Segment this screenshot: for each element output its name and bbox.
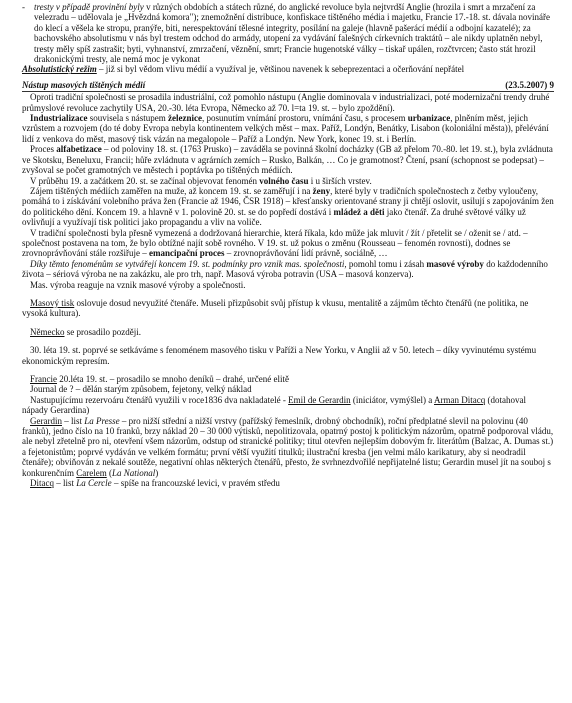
text-span: souvisela s nástupem bbox=[87, 113, 168, 124]
spacer bbox=[22, 319, 554, 327]
text-span: (iniciátor, vymýšlel) a bbox=[350, 394, 435, 405]
paragraph-mass-society bbox=[22, 259, 554, 280]
text-span: i u širších vrstev. bbox=[308, 175, 372, 186]
paragraph-mass-production-note: Mas. výroba reaguje na vznik masové výroby a společnosti. bbox=[30, 279, 246, 290]
term-youth-children: mládež a děti bbox=[333, 206, 385, 217]
term-alphabetization: alfabetizace bbox=[56, 144, 102, 155]
spacer bbox=[22, 337, 554, 345]
title-la-presse: La Presse bbox=[84, 415, 120, 426]
person-carel: Carelem bbox=[76, 467, 107, 478]
paragraph-la-cercle bbox=[22, 478, 554, 488]
spacer bbox=[22, 290, 554, 298]
text-span: do každodenního života – sériová výroba ne na zakázku, ale pro trh, např. Masová výroba potravin (USA – masová konzerva). bbox=[22, 258, 548, 280]
paragraph-france bbox=[22, 374, 554, 384]
text-span: 20.léta 19. st. – prosadilo se mnoho deníků – drahé, určené elitě bbox=[57, 374, 289, 384]
term-urbanization: urbanizace bbox=[407, 113, 451, 124]
text-span: Proces bbox=[30, 144, 57, 155]
text-span: – list bbox=[61, 415, 85, 426]
term-railway: železnice bbox=[168, 113, 202, 124]
term-women: ženy bbox=[312, 185, 331, 196]
paragraph-hierarchy bbox=[22, 228, 554, 259]
text-span: , plněním měst, jejich vzrůstem a rozvojem (do té doby Evropa nebyla kontinentem velkých měst – max. Paříž, Londýn, Benátky, Lisabon (koloniální města)), přelévání lidí z venkova do měst, masový tisk vázán na megalopole – Paříž a Londýn. New York, konec 19. st. i Berlín. bbox=[22, 113, 549, 144]
paragraph-1830s: 30. léta 19. st. poprvé se setkáváme s fenoménem masového tisku v Paříži a New Yorku, v Anglii až v 50. letech – díky vyvinutému systému ekonomickým represím. bbox=[22, 345, 537, 366]
text-span: jako čtenář. Za druhé světové války už ovlivňují a využívají tisk politici jako propagandu a vliv na voliče. bbox=[22, 206, 526, 228]
section-heading bbox=[22, 80, 554, 92]
text-span: pomohl tomu i zásah bbox=[346, 258, 427, 269]
person-ditacq: Arman Ditacq bbox=[434, 394, 486, 405]
absolutism-paragraph bbox=[22, 64, 554, 74]
term-ditacq: Ditacq bbox=[30, 478, 54, 489]
paragraph-free-time bbox=[22, 176, 554, 186]
paragraph-mass-press bbox=[22, 298, 554, 319]
term-germany: Německo bbox=[30, 326, 65, 337]
paragraph-industrial: Oproti tradiční společnosti se prosadila industriální, což pomohlo nástupu (Anglie dominovala v industrializaci, poté modernizační trendy druhé průmyslové revoluce zachytily USA, 20.-30. léta Evropa, Německo až 70. l=ta 19. st. – bylo zpoždění). bbox=[22, 92, 550, 113]
term-mass-production: masové výroby bbox=[426, 258, 484, 269]
spacer bbox=[22, 366, 554, 374]
text-span: Zájem tištěných médiích zaměřen na muže, až koncem 19. st. se zaměřují i na bbox=[30, 185, 313, 196]
term-france: Francie bbox=[30, 374, 57, 384]
text-span: V tradiční společnosti byla přesně vymezená a dodržovaná hierarchie, která říkala, kdo může jak mluvit / žít / přetelit se / oženit se / atd. – společnost postavena na tom, že bylo obtížné najít sobě rovného. V 19. st. už pokus o změnu (Rousseau – fenomén rovnosti), dodnes se zrovnoprávňování stále rozšiřuje – bbox=[22, 227, 528, 259]
paragraph-industrialization bbox=[22, 113, 554, 144]
italic-phrase: Díky těmto fenoménům se vytvářejí koncem 19. st. podmínky pro vznik mas. společnosti, bbox=[30, 258, 347, 269]
term-industrialization: Industrializace bbox=[30, 113, 88, 124]
absolutism-text: – již si byl vědom vlivu médií a využíval je, většinou navenek k sebeprezentaci a očerňování nepřátel bbox=[96, 64, 465, 75]
text-span: V průběhu 19. a začátkem 20. st. se začínal objevovat fenomén bbox=[30, 175, 260, 186]
text-span: se prosadilo později. bbox=[64, 326, 141, 337]
section-date: (23.5.2007) 9 bbox=[505, 79, 554, 90]
paragraph-journal: Journal de ? – dělán starým způsobem, fejetony, velký náklad bbox=[30, 384, 252, 395]
lead-phrase: tresty v případě provinění byly bbox=[34, 2, 144, 12]
text-span: ( bbox=[106, 467, 112, 478]
title-la-national: La National bbox=[112, 467, 156, 478]
paragraph-la-presse bbox=[22, 416, 554, 478]
text-span: oslovuje dosud nevyužité čtenáře. Museli přizpůsobit svůj přístup k vkusu, mentalitě a zájmům těchto čtenářů (ne politika, ne vysoká kultura). bbox=[22, 297, 529, 319]
text-span: , posunutím vnímání prostoru, vnímání času, s procesem bbox=[201, 113, 408, 124]
text-span: , které byly v tradičních společnostech z četby vyloučeny, pomáhá to i získávání volebního práva žen (Francie až 1946, ČSR 1918) – křesťansky orientované strany ji chtějí oslovit, usilují s zapojováním žen do politického dění. Koncem 19. a hlavně v 1. polovině 20. st. se do popředí dostává i bbox=[22, 185, 554, 217]
term-mass-press: Masový tisk bbox=[30, 297, 75, 308]
term-gerardin: Gerardin bbox=[30, 415, 62, 426]
term-free-time: volného času bbox=[259, 175, 309, 186]
text-span: – od poloviny 18. st. (1763 Prusko) – zaváděla se povinná školní docházky (GB až přelom 70.-80. let 19. st.), byla zvládnuta ve Skotsku, Beneluxu, Francii; hůře zvládnuta v agrárních zemích – Rusko, Balkán, … Co je gramotnost? Čtení, psaní (schopnost se podepsat) – zvyšoval se počet gramotných ve městech i poptávka po tištěných médiích. bbox=[22, 144, 553, 176]
paragraph-literacy bbox=[22, 144, 554, 175]
paragraph-germany bbox=[22, 327, 554, 337]
text-span: – spíše na francouzské levici, v pravém středu bbox=[111, 478, 280, 489]
section-title: Nástup masových tištěných médií bbox=[22, 79, 146, 90]
paragraph-women-youth bbox=[22, 186, 554, 228]
title-la-cercle: La Cercle bbox=[76, 478, 112, 489]
person-gerardin: Emil de Gerardin bbox=[288, 394, 351, 405]
text-span: – list bbox=[54, 478, 77, 489]
absolutism-label: Absolutistický režim bbox=[22, 64, 97, 75]
list-item-punishments bbox=[22, 2, 554, 64]
text-span: – pro nižší střední a nižší vrstvy (pařížský řemeslník, drobný obchodník), roční předplatné slevil na polovinu (40 franků), jedno číslo na 10 franků, brzy náklad 20 – 30 000 výtisků, nepolitizovala, opatrný postoj k politickým názorům, opatrně podporoval vládu, ale nebyl zřetelně pro ni, otevření všem názorům, odstup od stranické politiky; titul otevřen nejlepším dobovým fr. literátům (Balzac, A. Dumas st.) a fejetonistům; poprvé vydáván ve velkém formátu; první větší využití titulků; ilustrační kresba (jen velmi málo karikatury, aby si neodradil čtenáře); obviňován z nekalé soutěže, negativní ohlas některých čtenářů, přesto, že svrhnezdvořilé nepřijatelné listu; Gerardin musel jít na souboj s konkurenčním bbox=[22, 415, 554, 478]
text-span: ) bbox=[155, 467, 159, 478]
punishments-text: v různých obdobích a státech různé, do anglické revoluce byla nejtvrdší Anglie (hrozila i smrt a mrzačení za velezradu – udělovala je „Hvězdná komora"); znemožnění distribuce, konfiskace tištěného média i majetku, Francie 17.-18. st. dávala novináře do klecí a věšela ke stropu, pranýře, biti, nerespektování tělesné integrity, posílání na galeje (hlavně pašerácí médií a odbojní kazatelé); za bachovského absolutismu v nás byl trestem odchod do armády, utopení za vydávání falešných církevních traktátů – ale nikdy uplatněn nebyl, tresty měly spíš zastrašit; byti, vyhnanství, zmrzačení, věznění, smrt; Francie hugenotské války – tiskař upálen, rozčtvrcen; často stát hrozil drakonickými tresty, ale nemá moc je vykonat bbox=[34, 2, 550, 65]
paragraph-publishers bbox=[22, 395, 554, 416]
text-span: Nastupujícímu rezervoáru čtenářů využili v roce1836 dva nakladatelé - bbox=[30, 394, 289, 405]
term-emancipation: emancipační proces bbox=[148, 248, 225, 259]
text-span: – zrovnoprávňování lidí právně, sociálně, … bbox=[224, 248, 388, 259]
text-span: (dotahoval nápady Gerardina) bbox=[22, 394, 526, 416]
